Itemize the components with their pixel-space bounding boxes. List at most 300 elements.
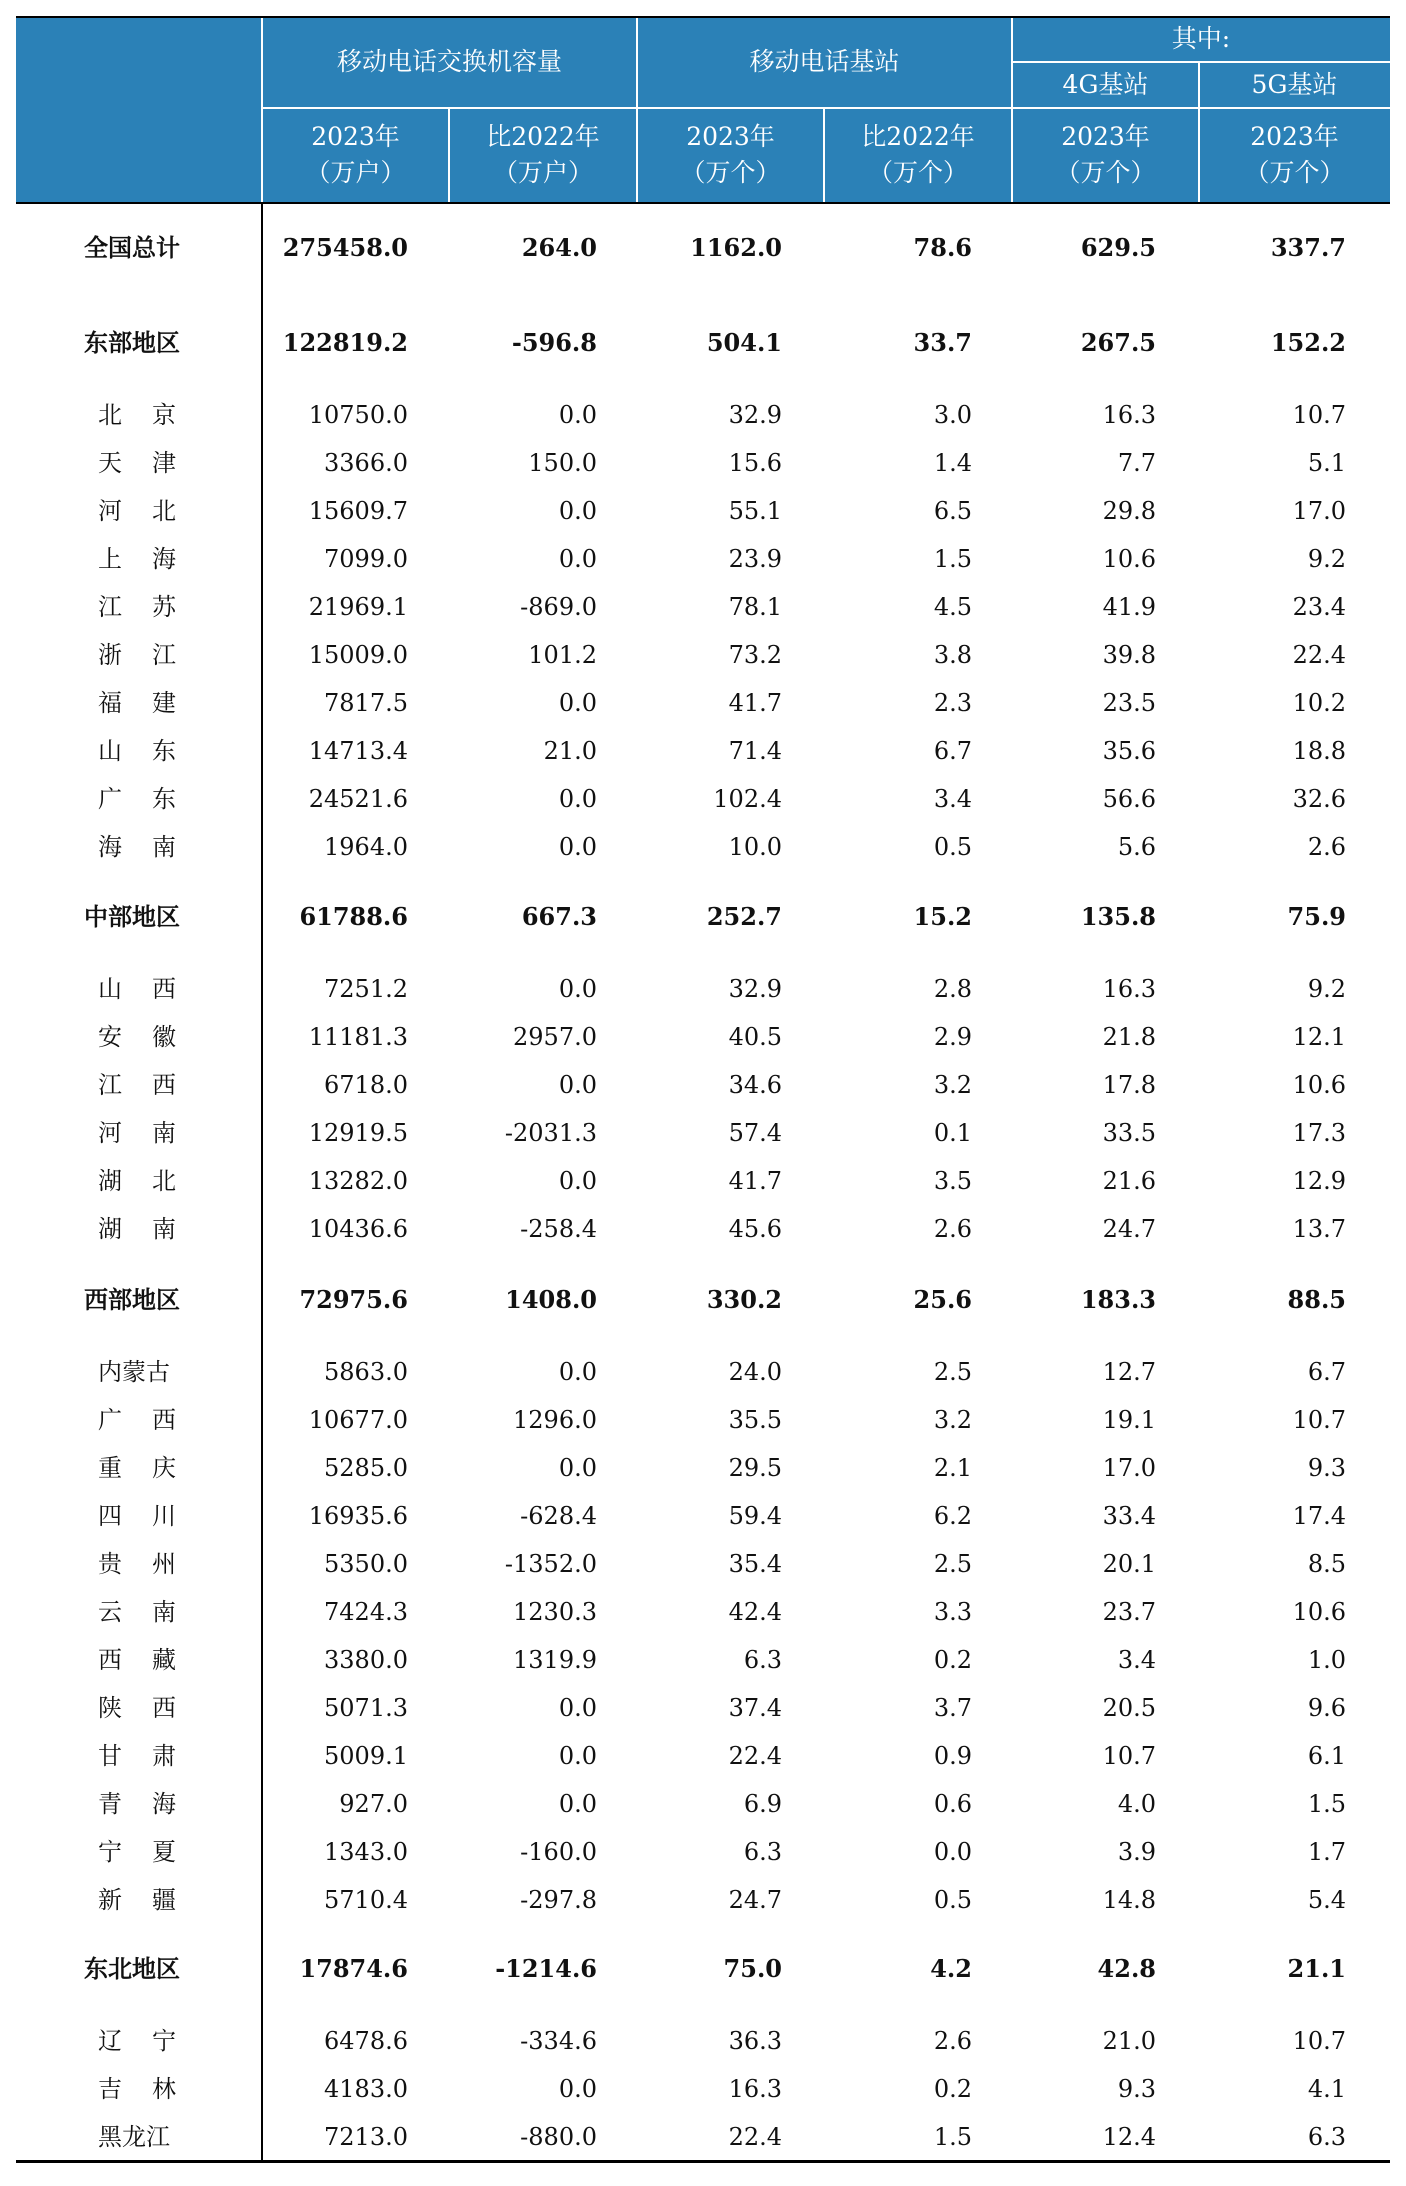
header-switch-capacity-label: 移动电话交换机容量 <box>336 46 562 76</box>
cell-base-5g-2023: 337.7 <box>1270 233 1346 262</box>
cell-switch-capacity-2023: 1343.0 <box>324 1838 408 1866</box>
cell-base-5g-2023: 13.7 <box>1292 1215 1346 1243</box>
cell-base-5g-2023: 10.7 <box>1292 401 1346 429</box>
cell-switch-capacity-change: 0.0 <box>558 545 597 573</box>
province-row <box>16 583 1390 631</box>
province-row <box>16 1492 1390 1540</box>
cell-base-5g-2023: 10.7 <box>1292 1406 1346 1434</box>
cell-switch-capacity-2023: 4183.0 <box>324 2075 408 2103</box>
province-row <box>16 1588 1390 1636</box>
cell-switch-capacity-2023: 7424.3 <box>324 1598 408 1626</box>
cell-base-5g-2023: 12.1 <box>1292 1023 1346 1051</box>
cell-base-stations-2023: 504.1 <box>706 328 782 357</box>
cell-base-stations-change: 3.2 <box>933 1406 972 1434</box>
province-name: 广东 <box>98 785 206 813</box>
cell-base-5g-2023: 23.4 <box>1292 593 1346 621</box>
cell-base-stations-2023: 75.0 <box>723 1954 782 1983</box>
header-col-5-line2: （万个） <box>1055 158 1156 187</box>
region-row <box>16 319 1390 367</box>
province-row <box>16 1876 1390 1924</box>
cell-base-stations-2023: 16.3 <box>728 2075 782 2103</box>
cell-switch-capacity-2023: 16935.6 <box>308 1502 408 1530</box>
cell-base-5g-2023: 12.9 <box>1292 1167 1346 1195</box>
cell-base-4g-2023: 629.5 <box>1080 233 1156 262</box>
cell-base-stations-change: 2.5 <box>933 1358 972 1386</box>
cell-base-5g-2023: 10.6 <box>1292 1598 1346 1626</box>
cell-base-4g-2023: 16.3 <box>1102 401 1156 429</box>
province-name: 山西 <box>98 975 206 1003</box>
cell-base-stations-change: 1.5 <box>933 2123 972 2151</box>
cell-base-4g-2023: 20.5 <box>1102 1694 1156 1722</box>
cell-base-5g-2023: 75.9 <box>1287 902 1346 931</box>
cell-switch-capacity-change: 264.0 <box>521 233 597 262</box>
cell-base-stations-change: 0.5 <box>933 1886 972 1914</box>
province-row <box>16 1684 1390 1732</box>
province-name: 浙江 <box>98 641 206 669</box>
province-row <box>16 2017 1390 2065</box>
cell-base-4g-2023: 21.6 <box>1102 1167 1156 1195</box>
cell-base-stations-change: 2.3 <box>933 689 972 717</box>
province-name: 陕西 <box>98 1694 206 1722</box>
cell-base-4g-2023: 12.4 <box>1102 2123 1156 2151</box>
province-name: 新疆 <box>98 1886 206 1914</box>
cell-switch-capacity-change: 0.0 <box>558 833 597 861</box>
cell-base-5g-2023: 10.6 <box>1292 1071 1346 1099</box>
cell-switch-capacity-change: 150.0 <box>528 449 597 477</box>
cell-base-stations-2023: 1162.0 <box>690 233 782 262</box>
cell-switch-capacity-change: -334.6 <box>520 2027 597 2055</box>
header-col-4-line1: 比2022年 <box>861 121 975 151</box>
cell-base-5g-2023: 2.6 <box>1307 833 1346 861</box>
header-divider <box>261 16 263 202</box>
cell-base-stations-2023: 6.3 <box>743 1646 782 1674</box>
cell-switch-capacity-change: 1408.0 <box>505 1285 597 1314</box>
cell-base-5g-2023: 1.0 <box>1307 1646 1346 1674</box>
header-divider <box>1198 62 1200 202</box>
cell-switch-capacity-change: 0.0 <box>558 1358 597 1386</box>
cell-switch-capacity-change: 21.0 <box>543 737 597 765</box>
cell-base-4g-2023: 16.3 <box>1102 975 1156 1003</box>
header-col-6-line2: （万个） <box>1244 158 1345 187</box>
province-name: 广西 <box>98 1406 206 1434</box>
cell-switch-capacity-2023: 17874.6 <box>299 1954 408 1983</box>
cell-switch-capacity-2023: 10750.0 <box>308 401 408 429</box>
cell-switch-capacity-change: 2957.0 <box>513 1023 597 1051</box>
cell-base-stations-change: 6.2 <box>933 1502 972 1530</box>
header-divider <box>448 108 450 202</box>
cell-base-stations-2023: 330.2 <box>706 1285 782 1314</box>
province-name: 河南 <box>98 1119 206 1147</box>
header-col-2-line1: 比2022年 <box>486 121 600 151</box>
province-row <box>16 1780 1390 1828</box>
province-name: 黑龙江 <box>98 2123 170 2151</box>
cell-base-stations-change: 2.6 <box>933 2027 972 2055</box>
cell-switch-capacity-change: 0.0 <box>558 1790 597 1818</box>
cell-switch-capacity-2023: 1964.0 <box>324 833 408 861</box>
cell-base-4g-2023: 4.0 <box>1117 1790 1156 1818</box>
region-row <box>16 1945 1390 1993</box>
cell-base-stations-change: 2.9 <box>933 1023 972 1051</box>
cell-base-stations-change: 78.6 <box>913 233 972 262</box>
cell-base-stations-change: 15.2 <box>913 902 972 931</box>
cell-switch-capacity-change: -1352.0 <box>504 1550 597 1578</box>
cell-base-4g-2023: 56.6 <box>1102 785 1156 813</box>
cell-switch-capacity-change: 0.0 <box>558 785 597 813</box>
header-divider <box>636 16 638 202</box>
cell-base-4g-2023: 33.5 <box>1102 1119 1156 1147</box>
header-divider <box>1012 61 1390 63</box>
cell-switch-capacity-2023: 6718.0 <box>324 1071 408 1099</box>
cell-base-4g-2023: 17.0 <box>1102 1454 1156 1482</box>
cell-base-4g-2023: 14.8 <box>1102 1886 1156 1914</box>
header-col-1-line1: 2023年 <box>311 121 400 151</box>
province-name: 湖南 <box>98 1215 206 1243</box>
province-row <box>16 631 1390 679</box>
header-base-stations-label: 移动电话基站 <box>749 46 900 76</box>
region-name: 东北地区 <box>84 1954 180 1983</box>
cell-switch-capacity-change: 0.0 <box>558 1071 597 1099</box>
cell-switch-capacity-change: -869.0 <box>520 593 597 621</box>
cell-switch-capacity-2023: 21969.1 <box>308 593 408 621</box>
cell-base-5g-2023: 32.6 <box>1292 785 1346 813</box>
cell-base-4g-2023: 23.7 <box>1102 1598 1156 1626</box>
province-name: 天津 <box>98 449 206 477</box>
province-row <box>16 1396 1390 1444</box>
header-col-6-line1: 2023年 <box>1250 121 1339 151</box>
cell-base-stations-2023: 40.5 <box>728 1023 782 1051</box>
cell-switch-capacity-2023: 11181.3 <box>308 1023 408 1051</box>
province-row <box>16 1109 1390 1157</box>
province-row <box>16 1348 1390 1396</box>
header-base-stations <box>637 16 1012 108</box>
province-row <box>16 1540 1390 1588</box>
header-5g <box>1199 62 1390 108</box>
cell-switch-capacity-2023: 5071.3 <box>324 1694 408 1722</box>
cell-base-stations-change: 33.7 <box>913 328 972 357</box>
header-5g-label: 5G基站 <box>1251 69 1338 99</box>
region-name: 西部地区 <box>84 1285 180 1314</box>
cell-switch-capacity-change: 101.2 <box>528 641 597 669</box>
province-row <box>16 1828 1390 1876</box>
province-row <box>16 439 1390 487</box>
cell-base-5g-2023: 17.0 <box>1292 497 1346 525</box>
province-row <box>16 2065 1390 2113</box>
province-row <box>16 823 1390 871</box>
province-row <box>16 1636 1390 1684</box>
cell-base-5g-2023: 21.1 <box>1287 1954 1346 1983</box>
cell-base-stations-change: 3.8 <box>933 641 972 669</box>
cell-switch-capacity-change: -160.0 <box>520 1838 597 1866</box>
cell-base-4g-2023: 21.8 <box>1102 1023 1156 1051</box>
cell-base-stations-2023: 45.6 <box>728 1215 782 1243</box>
cell-base-5g-2023: 10.2 <box>1292 689 1346 717</box>
cell-base-stations-2023: 24.7 <box>728 1886 782 1914</box>
cell-base-stations-2023: 55.1 <box>728 497 782 525</box>
cell-switch-capacity-change: 1230.3 <box>513 1598 597 1626</box>
cell-switch-capacity-2023: 5350.0 <box>324 1550 408 1578</box>
cell-base-5g-2023: 4.1 <box>1307 2075 1346 2103</box>
province-name: 四川 <box>98 1502 206 1530</box>
header-col-5 <box>1012 108 1199 202</box>
province-row <box>16 1444 1390 1492</box>
province-row <box>16 391 1390 439</box>
cell-base-4g-2023: 3.9 <box>1117 1838 1156 1866</box>
cell-base-stations-change: 25.6 <box>913 1285 972 1314</box>
cell-base-5g-2023: 9.2 <box>1307 545 1346 573</box>
cell-base-5g-2023: 1.5 <box>1307 1790 1346 1818</box>
province-row <box>16 965 1390 1013</box>
cell-base-stations-change: 3.0 <box>933 401 972 429</box>
cell-base-5g-2023: 17.3 <box>1292 1119 1346 1147</box>
cell-base-4g-2023: 35.6 <box>1102 737 1156 765</box>
cell-base-5g-2023: 6.1 <box>1307 1742 1346 1770</box>
cell-base-4g-2023: 20.1 <box>1102 1550 1156 1578</box>
header-col-3 <box>637 108 824 202</box>
cell-base-5g-2023: 22.4 <box>1292 641 1346 669</box>
cell-switch-capacity-2023: 14713.4 <box>308 737 408 765</box>
cell-switch-capacity-change: 1296.0 <box>513 1406 597 1434</box>
province-name: 河北 <box>98 497 206 525</box>
province-name: 上海 <box>98 545 206 573</box>
cell-switch-capacity-2023: 10677.0 <box>308 1406 408 1434</box>
header-col-5-line1: 2023年 <box>1061 121 1150 151</box>
cell-switch-capacity-2023: 72975.6 <box>299 1285 408 1314</box>
cell-base-5g-2023: 8.5 <box>1307 1550 1346 1578</box>
cell-switch-capacity-2023: 3366.0 <box>324 449 408 477</box>
cell-base-stations-2023: 41.7 <box>728 689 782 717</box>
cell-switch-capacity-change: -1214.6 <box>495 1954 597 1983</box>
province-name: 安徽 <box>98 1023 206 1051</box>
cell-base-stations-change: 0.2 <box>933 1646 972 1674</box>
header-divider <box>823 108 825 202</box>
cell-base-stations-2023: 59.4 <box>728 1502 782 1530</box>
header-col-2 <box>449 108 637 202</box>
cell-base-stations-change: 3.7 <box>933 1694 972 1722</box>
top-rule <box>16 16 1390 18</box>
province-row <box>16 679 1390 727</box>
cell-base-5g-2023: 5.1 <box>1307 449 1346 477</box>
header-divider <box>262 107 1390 109</box>
cell-switch-capacity-change: -2031.3 <box>504 1119 597 1147</box>
cell-switch-capacity-change: -628.4 <box>520 1502 597 1530</box>
cell-switch-capacity-change: 0.0 <box>558 401 597 429</box>
cell-base-4g-2023: 33.4 <box>1102 1502 1156 1530</box>
header-col-2-line2: （万户） <box>492 158 593 187</box>
header-divider <box>1011 16 1013 202</box>
province-name: 吉林 <box>98 2075 206 2103</box>
cell-base-stations-change: 0.2 <box>933 2075 972 2103</box>
cell-base-4g-2023: 135.8 <box>1080 902 1156 931</box>
cell-base-5g-2023: 17.4 <box>1292 1502 1346 1530</box>
cell-base-stations-2023: 29.5 <box>728 1454 782 1482</box>
header-col-1 <box>262 108 449 202</box>
header-switch-capacity <box>262 16 637 108</box>
header-col-1-line2: （万户） <box>305 158 406 187</box>
cell-switch-capacity-2023: 13282.0 <box>308 1167 408 1195</box>
cell-switch-capacity-change: 0.0 <box>558 2075 597 2103</box>
cell-switch-capacity-change: 1319.9 <box>513 1646 597 1674</box>
cell-base-stations-2023: 24.0 <box>728 1358 782 1386</box>
cell-base-4g-2023: 5.6 <box>1117 833 1156 861</box>
cell-base-5g-2023: 9.3 <box>1307 1454 1346 1482</box>
province-row <box>16 487 1390 535</box>
cell-base-stations-change: 0.6 <box>933 1790 972 1818</box>
cell-base-4g-2023: 17.8 <box>1102 1071 1156 1099</box>
cell-switch-capacity-2023: 7213.0 <box>324 2123 408 2151</box>
cell-switch-capacity-2023: 10436.6 <box>308 1215 408 1243</box>
cell-switch-capacity-2023: 12919.5 <box>308 1119 408 1147</box>
cell-base-stations-2023: 23.9 <box>728 545 782 573</box>
cell-base-4g-2023: 7.7 <box>1117 449 1156 477</box>
province-row <box>16 1061 1390 1109</box>
header-col-4 <box>824 108 1012 202</box>
header-among <box>1012 16 1390 62</box>
province-row <box>16 2113 1390 2161</box>
province-name: 贵州 <box>98 1550 206 1578</box>
cell-base-4g-2023: 29.8 <box>1102 497 1156 525</box>
cell-base-stations-2023: 6.3 <box>743 1838 782 1866</box>
province-name: 西藏 <box>98 1646 206 1674</box>
cell-base-5g-2023: 1.7 <box>1307 1838 1346 1866</box>
cell-base-stations-change: 4.5 <box>933 593 972 621</box>
cell-switch-capacity-2023: 5009.1 <box>324 1742 408 1770</box>
cell-base-stations-change: 2.6 <box>933 1215 972 1243</box>
header-col-6 <box>1199 108 1390 202</box>
cell-base-stations-change: 6.5 <box>933 497 972 525</box>
cell-base-stations-2023: 32.9 <box>728 401 782 429</box>
cell-base-4g-2023: 10.7 <box>1102 1742 1156 1770</box>
cell-base-stations-2023: 42.4 <box>728 1598 782 1626</box>
cell-switch-capacity-2023: 24521.6 <box>308 785 408 813</box>
cell-base-stations-change: 3.5 <box>933 1167 972 1195</box>
province-name: 甘肃 <box>98 1742 206 1770</box>
region-row <box>16 1276 1390 1324</box>
header-4g <box>1012 62 1199 108</box>
province-row <box>16 1157 1390 1205</box>
cell-switch-capacity-2023: 7817.5 <box>324 689 408 717</box>
cell-switch-capacity-2023: 7251.2 <box>324 975 408 1003</box>
cell-base-5g-2023: 88.5 <box>1287 1285 1346 1314</box>
province-row <box>16 775 1390 823</box>
cell-base-stations-change: 2.1 <box>933 1454 972 1482</box>
cell-base-5g-2023: 6.7 <box>1307 1358 1346 1386</box>
cell-switch-capacity-change: 0.0 <box>558 689 597 717</box>
cell-switch-capacity-change: 0.0 <box>558 1454 597 1482</box>
cell-base-4g-2023: 42.8 <box>1097 1954 1156 1983</box>
cell-switch-capacity-change: -297.8 <box>520 1886 597 1914</box>
cell-base-stations-2023: 78.1 <box>728 593 782 621</box>
header-col-3-line2: （万个） <box>680 158 781 187</box>
cell-base-stations-2023: 57.4 <box>728 1119 782 1147</box>
cell-base-5g-2023: 9.6 <box>1307 1694 1346 1722</box>
cell-base-stations-change: 2.5 <box>933 1550 972 1578</box>
cell-switch-capacity-change: 0.0 <box>558 1742 597 1770</box>
region-name: 全国总计 <box>84 233 180 262</box>
cell-base-stations-2023: 36.3 <box>728 2027 782 2055</box>
region-name: 东部地区 <box>84 328 180 357</box>
province-name: 湖北 <box>98 1167 206 1195</box>
cell-base-4g-2023: 3.4 <box>1117 1646 1156 1674</box>
cell-base-stations-change: 0.1 <box>933 1119 972 1147</box>
header-col-3-line1: 2023年 <box>686 121 775 151</box>
cell-switch-capacity-2023: 5710.4 <box>324 1886 408 1914</box>
cell-base-stations-2023: 37.4 <box>728 1694 782 1722</box>
province-name: 辽宁 <box>98 2027 206 2055</box>
cell-base-4g-2023: 267.5 <box>1080 328 1156 357</box>
cell-base-4g-2023: 10.6 <box>1102 545 1156 573</box>
cell-base-stations-change: 3.3 <box>933 1598 972 1626</box>
cell-base-4g-2023: 9.3 <box>1117 2075 1156 2103</box>
header-col-4-line2: （万个） <box>867 158 968 187</box>
cell-base-stations-change: 0.0 <box>933 1838 972 1866</box>
cell-switch-capacity-change: -880.0 <box>520 2123 597 2151</box>
cell-base-4g-2023: 12.7 <box>1102 1358 1156 1386</box>
cell-base-stations-2023: 10.0 <box>728 833 782 861</box>
cell-switch-capacity-2023: 3380.0 <box>324 1646 408 1674</box>
province-name: 北京 <box>98 401 206 429</box>
region-row <box>16 893 1390 941</box>
cell-base-stations-2023: 34.6 <box>728 1071 782 1099</box>
province-name: 山东 <box>98 737 206 765</box>
province-name: 云南 <box>98 1598 206 1626</box>
province-name: 海南 <box>98 833 206 861</box>
cell-base-stations-2023: 252.7 <box>706 902 782 931</box>
cell-base-4g-2023: 41.9 <box>1102 593 1156 621</box>
cell-base-stations-change: 6.7 <box>933 737 972 765</box>
cell-base-stations-2023: 35.5 <box>728 1406 782 1434</box>
province-row <box>16 727 1390 775</box>
cell-switch-capacity-2023: 927.0 <box>339 1790 408 1818</box>
cell-base-stations-2023: 22.4 <box>728 1742 782 1770</box>
header-4g-label: 4G基站 <box>1062 69 1149 99</box>
cell-base-stations-2023: 35.4 <box>728 1550 782 1578</box>
cell-base-stations-change: 3.2 <box>933 1071 972 1099</box>
cell-switch-capacity-2023: 275458.0 <box>282 233 408 262</box>
cell-switch-capacity-2023: 61788.6 <box>299 902 408 931</box>
cell-base-5g-2023: 152.2 <box>1270 328 1346 357</box>
region-row <box>16 224 1390 272</box>
cell-base-stations-2023: 22.4 <box>728 2123 782 2151</box>
cell-base-stations-change: 2.8 <box>933 975 972 1003</box>
cell-base-stations-2023: 71.4 <box>728 737 782 765</box>
cell-base-4g-2023: 23.5 <box>1102 689 1156 717</box>
cell-switch-capacity-change: 667.3 <box>521 902 597 931</box>
region-name: 中部地区 <box>84 902 180 931</box>
cell-base-4g-2023: 24.7 <box>1102 1215 1156 1243</box>
header-bottom-rule <box>16 202 1390 204</box>
cell-switch-capacity-2023: 15009.0 <box>308 641 408 669</box>
cell-base-5g-2023: 9.2 <box>1307 975 1346 1003</box>
header-among-label: 其中: <box>1171 23 1231 53</box>
province-name: 福建 <box>98 689 206 717</box>
cell-switch-capacity-change: -596.8 <box>511 328 597 357</box>
cell-base-5g-2023: 5.4 <box>1307 1886 1346 1914</box>
cell-switch-capacity-2023: 122819.2 <box>282 328 408 357</box>
cell-switch-capacity-2023: 15609.7 <box>308 497 408 525</box>
cell-base-stations-2023: 41.7 <box>728 1167 782 1195</box>
province-name: 重庆 <box>98 1454 206 1482</box>
province-name: 江苏 <box>98 593 206 621</box>
cell-base-stations-2023: 102.4 <box>713 785 782 813</box>
cell-base-stations-change: 0.9 <box>933 1742 972 1770</box>
cell-base-stations-change: 3.4 <box>933 785 972 813</box>
province-name: 宁夏 <box>98 1838 206 1866</box>
cell-base-stations-2023: 73.2 <box>728 641 782 669</box>
cell-base-stations-2023: 32.9 <box>728 975 782 1003</box>
statistics-table <box>16 16 1390 2166</box>
cell-base-4g-2023: 183.3 <box>1080 1285 1156 1314</box>
cell-switch-capacity-change: 0.0 <box>558 1694 597 1722</box>
